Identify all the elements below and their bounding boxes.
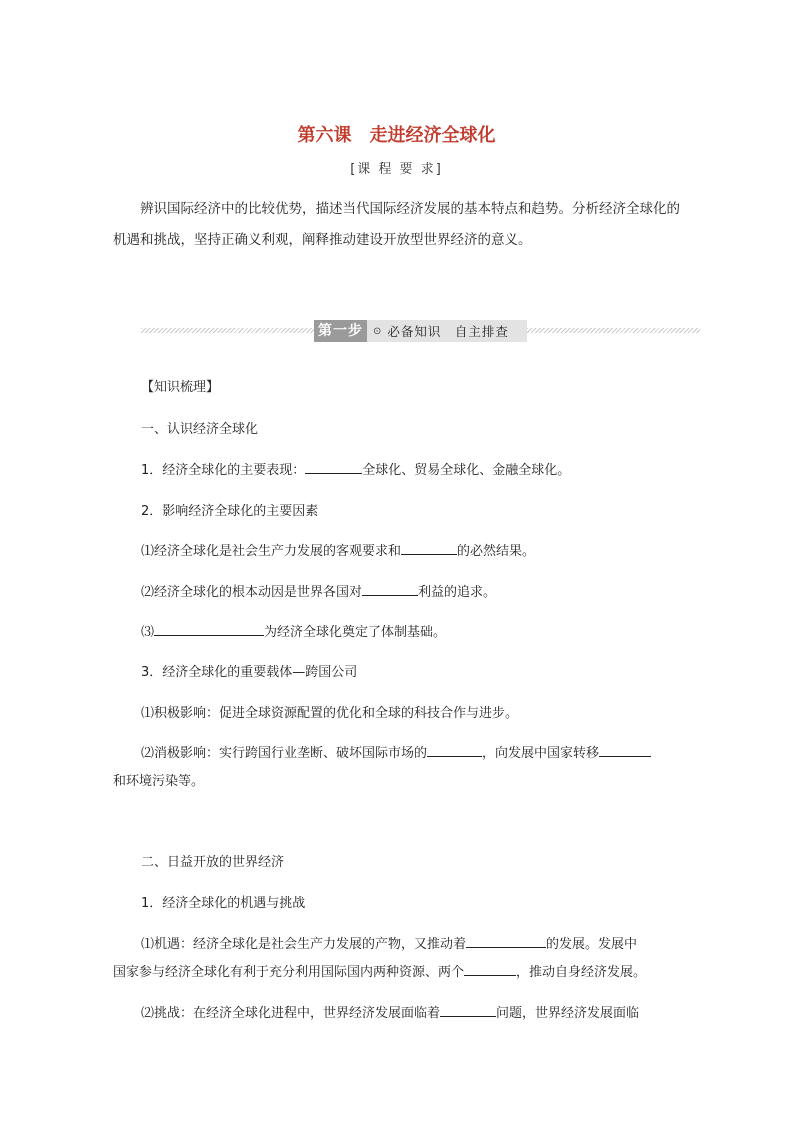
requirements-text: 辨识国际经济中的比较优势，描述当代国际经济发展的基本特点和趋势。分析经济全球化的机遇和挑战，坚持正确义利观，阐释推动建设开放型世界经济的意义。	[113, 201, 680, 248]
lesson-title: 第六课 走进经济全球化	[297, 125, 496, 146]
item-text: 的必然结果。	[457, 544, 536, 559]
divider-band	[314, 320, 527, 342]
item-text: ，推动自身经济发展。	[516, 965, 647, 980]
item-text: 全球化、贸易全球化、金融全球化。	[362, 463, 571, 478]
fill-blank	[305, 461, 362, 474]
divider-label: 必备知识 自主排查	[387, 324, 509, 339]
section2-item1-2	[141, 1002, 731, 1021]
section1-item2-1	[141, 540, 731, 559]
fill-blank	[599, 744, 651, 757]
item-text: ⑶	[141, 625, 155, 640]
section1-item2: 2．影响经济全球化的主要因素	[141, 504, 319, 519]
divider-rule-right	[527, 328, 700, 333]
item-text: 国家参与经济全球化有利于充分利用国际国内两种资源、两个	[113, 965, 465, 980]
bullet-icon: ⊙	[373, 325, 382, 337]
section2-item1: 1．经济全球化的机遇与挑战	[141, 896, 306, 911]
item-text: ⑵经济全球化的根本动因是世界各国对	[141, 585, 363, 600]
section-divider	[141, 320, 700, 342]
fill-blank	[464, 963, 516, 976]
item-text: 的发展。发展中	[546, 937, 638, 952]
knowledge-heading: 【知识梳理】	[141, 380, 220, 395]
item-text: 利益的追求。	[418, 585, 497, 600]
fill-blank	[466, 935, 546, 948]
item-text: 为经济全球化奠定了体制基础。	[264, 625, 447, 640]
step-label: 第一步	[314, 320, 367, 342]
fill-blank	[154, 623, 264, 636]
section1-item2-3	[141, 621, 731, 640]
divider-rule-left	[141, 328, 314, 333]
item-text: ⑵挑战：在经济全球化进程中，世界经济发展面临着	[141, 1006, 441, 1021]
item-text: 1．经济全球化的主要表现：	[141, 463, 306, 478]
fill-blank	[362, 583, 418, 596]
section1-item1	[141, 459, 731, 478]
item-text: ，向发展中国家转移	[482, 746, 600, 761]
section1-item3-2-cont: 和环境污染等。	[113, 774, 205, 789]
section2-item1-1-cont	[113, 961, 703, 980]
section1-item3-2	[141, 742, 731, 761]
section2-item1-1	[141, 933, 731, 952]
section1-title: 一、认识经济全球化	[141, 422, 259, 437]
fill-blank	[401, 542, 457, 555]
requirements-heading: [课 程 要 求]	[350, 162, 443, 177]
item-text: ⑴经济全球化是社会生产力发展的客观要求和	[141, 544, 402, 559]
item-text: ⑵消极影响：实行跨国行业垄断、破坏国际市场的	[141, 746, 428, 761]
section1-item3: 3．经济全球化的重要载体—跨国公司	[141, 665, 358, 680]
fill-blank	[440, 1004, 496, 1017]
section1-item2-2	[141, 581, 731, 600]
fill-blank	[427, 744, 482, 757]
section2-title: 二、日益开放的世界经济	[141, 855, 285, 870]
section1-item3-1: ⑴积极影响：促进全球资源配置的优化和全球的科技合作与进步。	[141, 706, 519, 721]
item-text: ⑴机遇：经济全球化是社会生产力发展的产物，又推动着	[141, 937, 467, 952]
item-text: 问题，世界经济发展面临	[496, 1006, 640, 1021]
